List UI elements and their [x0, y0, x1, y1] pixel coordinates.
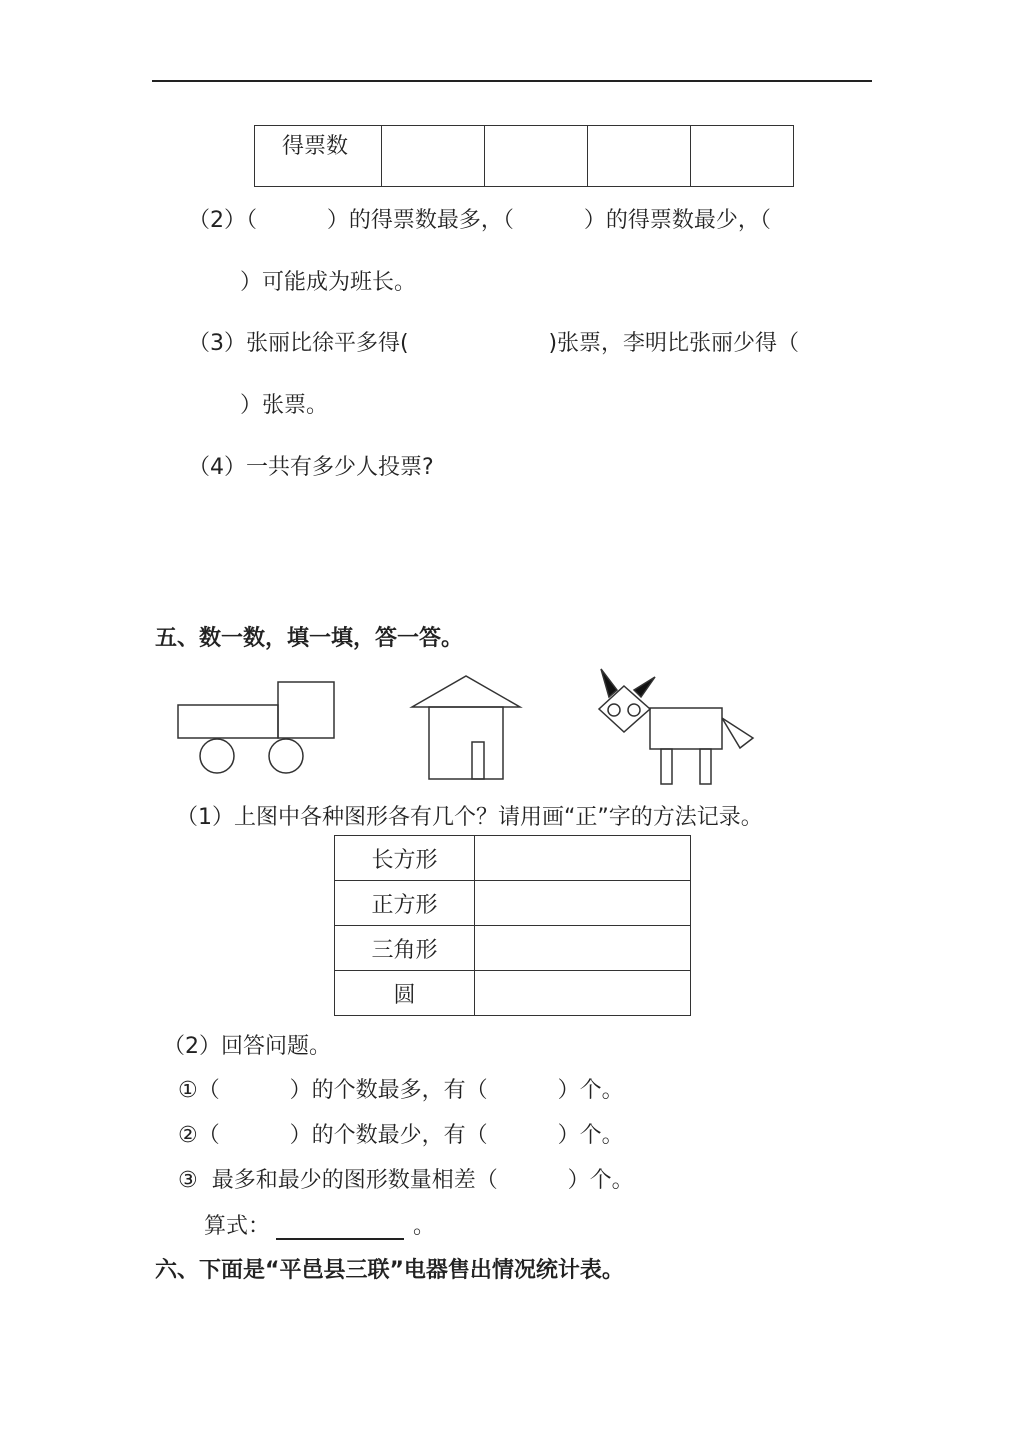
question-4-3-line2: ）张票。 — [240, 393, 329, 418]
tally-cell-square[interactable] — [475, 881, 691, 926]
answer-line-2: ②（ ）的个数最少，有（ ）个。 — [178, 1123, 624, 1148]
tally-cell-circle[interactable] — [475, 971, 691, 1016]
answer-line-1: ①（ ）的个数最多，有（ ）个。 — [178, 1078, 624, 1103]
answer-line-3: ③ 最多和最少的图形数量相差（ ）个。 — [178, 1168, 634, 1193]
section-5-heading: 五、数一数，填一填，答一答。 — [155, 626, 464, 651]
formula-blank[interactable] — [276, 1238, 404, 1240]
table-row — [335, 836, 691, 881]
vote-row-label: 得票数 — [255, 126, 382, 187]
question-4-2-line2: ）可能成为班长。 — [240, 270, 417, 295]
shape-label-square: 正方形 — [335, 881, 475, 926]
cow-figure — [599, 669, 753, 784]
question-4-4: （4）一共有多少人投票? — [188, 455, 434, 480]
question-4-3-line1: （3）张丽比徐平多得( )张票，李明比张丽少得（ — [188, 331, 800, 356]
shape-label-circle: 圆 — [335, 971, 475, 1016]
question-5-1: （1）上图中各种图形各有几个？请用画“正”字的方法记录。 — [176, 805, 763, 830]
formula-label: 算式： — [204, 1214, 271, 1239]
truck-figure — [178, 682, 334, 773]
question-4-2-line1: （2）（ ）的得票数最多，（ ）的得票数最少，（ — [188, 208, 771, 233]
table-row — [335, 926, 691, 971]
shape-label-rectangle: 长方形 — [335, 836, 475, 881]
table-row — [335, 881, 691, 926]
formula-period: 。 — [413, 1214, 436, 1239]
question-5-2: （2）回答问题。 — [163, 1034, 331, 1059]
house-figure — [412, 676, 520, 779]
tally-cell-rectangle[interactable] — [475, 836, 691, 881]
shape-tally-table — [334, 835, 691, 1016]
tally-cell-triangle[interactable] — [475, 926, 691, 971]
section-6-heading: 六、下面是“平邑县三联”电器售出情况统计表。 — [155, 1258, 624, 1283]
shape-label-triangle: 三角形 — [335, 926, 475, 971]
table-row — [335, 971, 691, 1016]
